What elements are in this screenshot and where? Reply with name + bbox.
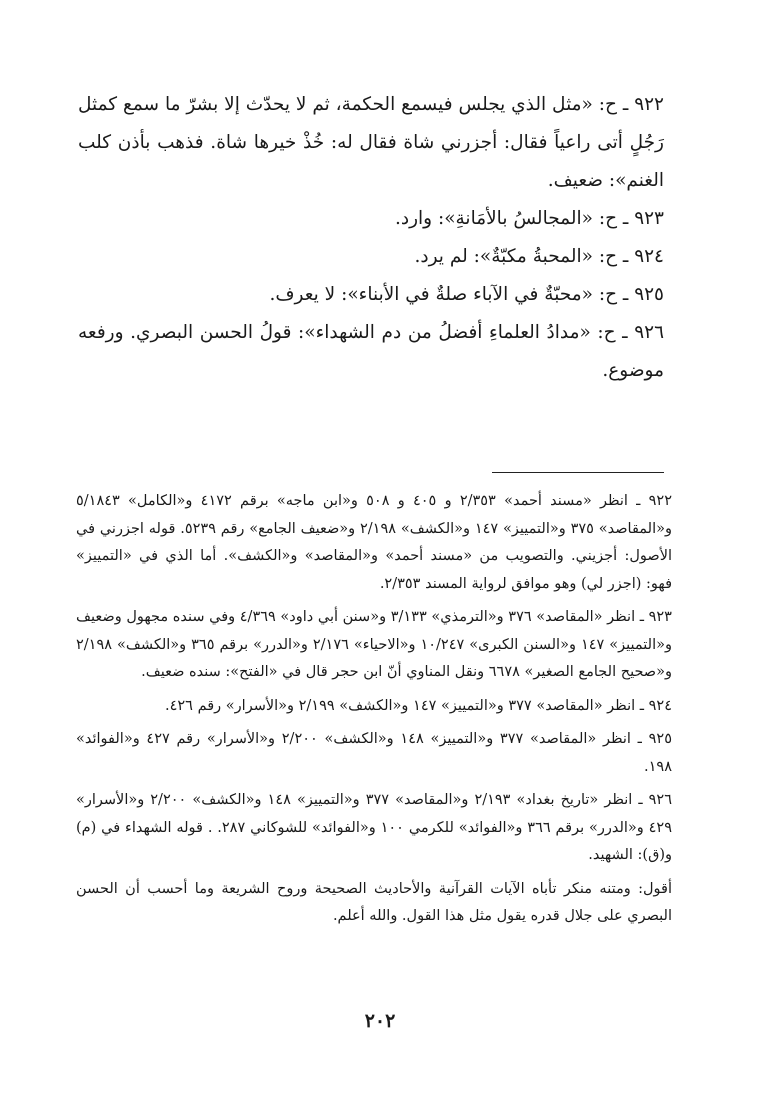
main-text xyxy=(78,86,664,390)
footnote-comment-text: أقول: ومتنه منكر تأباه الآيات القرآنية والأحاديث الصحيحة وروح الشريعة وما أحسب أن الحسن البصري على جلال قدره يقول مثل هذا القول. والله أعلم. xyxy=(76,880,672,924)
footnote-924 xyxy=(76,693,672,721)
hadith-text: : «محبّةٌ في الآباء صلةٌ في الأبناء»: لا يعرف. xyxy=(269,284,606,305)
footnote-923 xyxy=(76,604,672,687)
footnote-number: ٩٢٦ xyxy=(648,792,672,808)
hadith-text: : «المجالسُ بالأمَانةِ»: وارد. xyxy=(394,208,606,229)
footnote-text: ـ انظر «المقاصد» ٣٧٧ و«التمييز» ١٤٧ و«الكشف» ٢/١٩٩ و«الأسرار» رقم ٤٢٦. xyxy=(165,697,649,714)
footnote-926 xyxy=(76,787,672,870)
footnotes xyxy=(76,488,672,937)
footnote-text: ـ انظر «مسند أحمد» ٢/٣٥٣ و ٤٠٥ و ٥٠٨ و«ابن ماجه» برقم ٤١٧٢ و«الكامل» ٥/١٨٤٣ و«المقاصد» ٣٧٥ و«التمييز» ١٤٧ و«الكشف» ٢/١٩٨ و«ضعيف الجامع» رقم ٥٢٣٩. قوله اجزرني في الأصول: أجزيني. والتصويب من «مسند أحمد» و«المقاصد» و«الكشف». أما الذي في «التمييز» فهو: (اجزر لي) وهو موافق لرواية المسند ٢/٣٥٣. xyxy=(76,493,673,592)
hadith-text: : «مثل الذي يجلس فيسمع الحكمة، ثم لا يحدّث إلا بشرّ ما سمع كمثل رَجُلٍ أتى راعياً فقال: أجزرني شاة فقال له: خُذْ خيرها شاة. فذهب بأذن كلب الغنم»: ضعيف. xyxy=(78,94,664,191)
hadith-number: ٩٢٢ ـ ح xyxy=(605,94,664,115)
hadith-entry-925 xyxy=(78,276,664,314)
footnote-number: ٩٢٥ xyxy=(648,731,672,747)
footnote-925 xyxy=(76,726,672,781)
hadith-number: ٩٢٣ ـ ح xyxy=(605,208,664,229)
hadith-text: : «مدادُ العلماءِ أفضلُ من دم الشهداء»: قولُ الحسن البصري. ورفعه موضوع. xyxy=(78,322,664,381)
footnote-comment xyxy=(76,876,672,931)
footnote-number: ٩٢٢ xyxy=(648,493,672,509)
footnote-text: ـ انظر «تاريخ بغداد» ٢/١٩٣ و«المقاصد» ٣٧٧ و«التمييز» ١٤٨ و«الكشف» ٢/٢٠٠ و«الأسرار» ٤٢٩ و«الدرر» برقم ٣٦٦ و«الفوائد» للكرمي ١٠٠ و«الفوائد» للشوكاني ٢٨٧. . قوله الشهداء في (م) و(ق): الشهيد. xyxy=(76,792,672,863)
hadith-number: ٩٢٥ ـ ح xyxy=(605,284,664,305)
footnote-text: ـ انظر «المقاصد» ٣٧٦ و«الترمذي» ٣/١٣٣ و«سنن أبي داود» ٤/٣٦٩ وفي سنده مجهول وضعيف و«التمييز» ١٤٧ و«السنن الكبرى» ١٠/٢٤٧ و«الاحياء» ٢/١٧٦ و«الدرر» برقم ٣٦٥ و«الكشف» ٢/١٩٨ و«صحيح الجامع الصغير» ٦٦٧٨ ونقل المناوي أنّ ابن حجر قال في «الفتح»: سنده ضعيف. xyxy=(76,609,672,680)
hadith-entry-923 xyxy=(78,200,664,238)
footnote-922 xyxy=(76,488,672,598)
hadith-entry-926 xyxy=(78,314,664,390)
footnote-number: ٩٢٤ xyxy=(648,697,672,714)
footnote-text: ـ انظر «المقاصد» ٣٧٧ و«التمييز» ١٤٨ و«الكشف» ٢/٢٠٠ و«الأسرار» رقم ٤٢٧ و«الفوائد» ١٩٨. xyxy=(76,731,672,775)
page-number: ٢٠٢ xyxy=(364,1010,396,1032)
hadith-entry-924 xyxy=(78,238,664,276)
footnote-number: ٩٢٣ xyxy=(648,609,672,625)
footnote-divider xyxy=(492,472,664,473)
hadith-number: ٩٢٤ ـ ح xyxy=(605,246,664,267)
hadith-number: ٩٢٦ ـ ح xyxy=(603,322,665,343)
hadith-entry-922 xyxy=(78,86,664,200)
hadith-text: : «المحبةُ مكبّةٌ»: لم يرد. xyxy=(414,246,606,267)
